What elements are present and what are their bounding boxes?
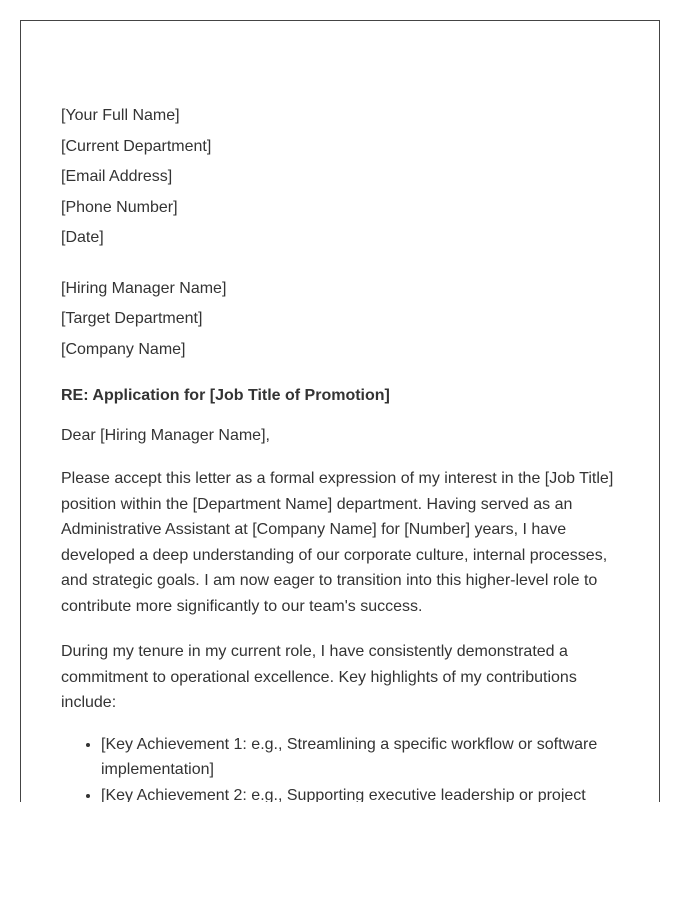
sender-email: [Email Address] [61, 168, 173, 185]
recipient-department: [Target Department] [61, 310, 203, 327]
subject-line: RE: Application for [Job Title of Promotion] [61, 387, 390, 404]
letter-content [61, 101, 621, 802]
sender-block [61, 101, 621, 254]
recipient-block [61, 274, 621, 366]
sender-department: [Current Department] [61, 137, 212, 155]
recipient-name: [Hiring Manager Name] [61, 279, 227, 297]
paragraph-text: During my tenure in my current role, I have consistently demonstrated a commitment to operational excellence. Key highlights of my contributions include: [61, 643, 577, 711]
salutation: Dear [Hiring Manager Name], [61, 427, 270, 444]
achievements-list [61, 732, 621, 803]
body-paragraph-1 [61, 466, 621, 619]
letter-page [20, 20, 660, 802]
sender-name: [Your Full Name] [61, 107, 180, 124]
list-item: • [Key Achievement 1: e.g., Streamlining a specific workflow or software implementation] [101, 732, 621, 783]
list-item: • [Key Achievement 2: e.g., Supporting executive leadership or project [101, 783, 621, 803]
paragraph-text: Please accept this letter as a formal expression of my interest in the [Job Title] position within the [Department Name] department. Having served as an Administrative Assistant at [Company Name] for [Number] years, I have developed a deep understanding of our corporate culture, internal processes, and strategic goals. I am now eager to transition into this higher-level role to contribute more significantly to our team's success. [61, 470, 614, 615]
recipient-company: [Company Name] [61, 340, 186, 358]
sender-phone: [Phone Number] [61, 198, 178, 216]
body-paragraph-2 [61, 639, 621, 716]
letter-date: [Date] [61, 229, 104, 246]
